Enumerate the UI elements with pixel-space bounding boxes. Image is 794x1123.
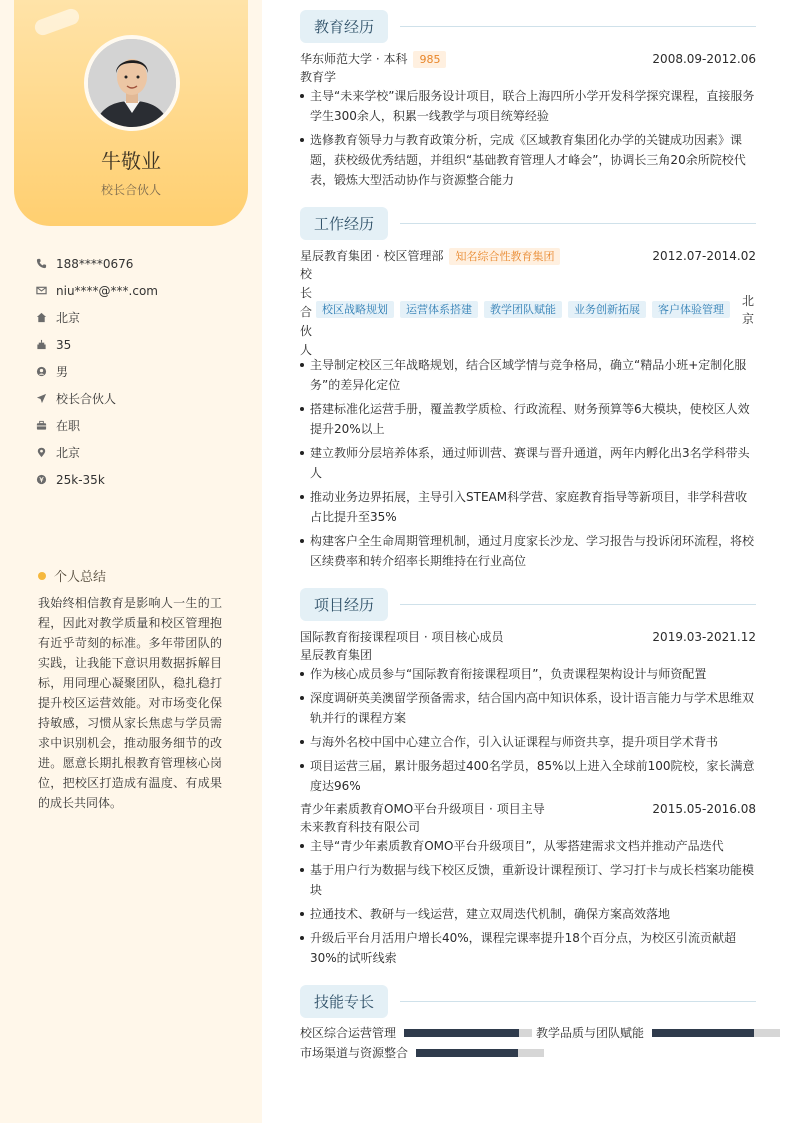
work-date: 2012.07-2014.02: [652, 249, 756, 263]
contact-value: 25k-35k: [56, 472, 105, 487]
skill-bar: [416, 1049, 544, 1057]
list-item: 推动业务边界拓展，主导引入STEAM科学营、家庭教育指导等新项目，非学科营收占比提升至35%: [300, 487, 756, 527]
list-item: 搭建标准化运营手册，覆盖教学质检、行政流程、财务预算等6大模块，使校区人效提升20%以上: [300, 399, 756, 439]
section-title: 技能专长: [300, 985, 388, 1018]
avatar-photo: [88, 39, 176, 127]
skill-name: 校区综合运营管理: [300, 1026, 397, 1040]
project-bullets: [300, 664, 756, 800]
contact-position: [34, 385, 158, 412]
skill-name: 市场渠道与资源整合: [300, 1046, 409, 1060]
project-row: [300, 627, 756, 647]
skill-tag: 客户体验管理: [652, 301, 730, 318]
list-item: 基于用户行为数据与线下校区反馈，重新设计课程预订、学习打卡与成长档案功能模块: [300, 860, 756, 900]
skill-tag: 业务创新拓展: [568, 301, 646, 318]
education-row: [300, 49, 756, 69]
work-city: [742, 292, 756, 328]
summary-heading-text: 个人总结: [54, 570, 107, 585]
section-title: 工作经历: [300, 207, 388, 240]
avatar: [84, 35, 180, 131]
list-item: 主导制定校区三年战略规划，结合区域学情与竞争格局，确立“精品小班+定制化服务”的差异化定位: [300, 355, 756, 395]
skill-tag: 教学团队赋能: [484, 301, 562, 318]
briefcase-icon: [34, 419, 48, 433]
section-education-header: [300, 11, 756, 41]
skill-item: [300, 1044, 544, 1061]
skill-item: [536, 1024, 780, 1041]
list-item: 主导“未来学校”课后服务设计项目，联合上海四所小学开发科学探究课程，直接服务学生300余人，积累一线教学与项目统筹经验: [300, 86, 756, 126]
project-row: [300, 799, 756, 819]
contact-gender: [34, 358, 158, 385]
list-item: 选修教育领导力与教育政策分析，完成《区域教育集团化办学的关键成功因素》课题，获校级优秀结题，并组织“基础教育管理人才峰会”，协调长三角20余所院校代表，锻炼大型活动协作与资源整合能力: [300, 130, 756, 190]
summary-heading: [38, 566, 106, 585]
project-org: 星辰教育集团: [300, 648, 373, 662]
education-bullets: [300, 86, 756, 194]
list-item: 深度调研英美澳留学预备需求，结合国内高中知识体系，设计语言能力与学术思维双轨并行的课程方案: [300, 688, 756, 728]
work-bullets: [300, 355, 756, 575]
contact-salary: [34, 466, 158, 493]
decorative-shape: [33, 7, 82, 38]
role-char: 长: [300, 286, 313, 300]
role-char: 校: [300, 267, 313, 281]
contact-city: [34, 439, 158, 466]
cake-icon: [34, 338, 48, 352]
contact-value: 校长合伙人: [56, 392, 117, 406]
divider: [400, 26, 756, 27]
role-char: 伙: [300, 324, 313, 338]
contact-value: 北京: [56, 311, 81, 325]
skill-bar-fill: [416, 1049, 518, 1057]
role-char: 合: [300, 305, 313, 319]
work-row: [300, 246, 756, 266]
project-title: 国际教育衔接课程项目 · 项目核心成员: [300, 630, 504, 644]
contact-value: 男: [56, 365, 69, 379]
profile-title: 校长合伙人: [100, 183, 161, 197]
contact-value: 188****0676: [56, 256, 134, 271]
list-item: 建立教师分层培养体系，通过师训营、赛课与晋升通道，两年内孵化出3名学科带头人: [300, 443, 756, 483]
education-date: 2008.09-2012.06: [652, 52, 756, 66]
section-skills-header: [300, 986, 756, 1016]
bullet-dot-icon: [38, 572, 46, 580]
contact-value: 在职: [56, 419, 81, 433]
skill-item: [300, 1024, 532, 1041]
skill-bar: [652, 1029, 780, 1037]
school-name: 华东师范大学 · 本科: [300, 52, 408, 66]
skill-name: 教学品质与团队赋能: [536, 1026, 645, 1040]
phone-icon: [34, 257, 48, 271]
divider: [400, 1001, 756, 1002]
work-role: [300, 265, 314, 360]
contact-list: [34, 250, 158, 493]
contact-email: [34, 277, 158, 304]
section-projects-header: [300, 589, 756, 619]
project-title: 青少年素质教育OMO平台升级项目 · 项目主导: [300, 802, 545, 816]
company-badge: 知名综合性教育集团: [449, 248, 560, 265]
list-item: 拉通技术、教研与一线运营，建立双周迭代机制，确保方案高效落地: [300, 904, 756, 924]
work-tags: [316, 301, 736, 318]
project-org: 未来教育科技有限公司: [300, 820, 421, 834]
list-item: 升级后平台月活用户增长40%，课程完课率提升18个百分点，为校区引流贡献超30%的试听线索: [300, 928, 756, 968]
list-item: 作为核心成员参与“国际教育衔接课程项目”，负责课程架构设计与师资配置: [300, 664, 756, 684]
contact-value: niu****@***.com: [56, 283, 158, 298]
divider: [400, 223, 756, 224]
education-major: 教育学: [300, 70, 337, 84]
list-item: 主导“青少年素质教育OMO平台升级项目”，从零搭建需求文档并推动产品迭代: [300, 836, 756, 856]
role-char: 人: [300, 343, 313, 357]
company-name: 星辰教育集团 · 校区管理部: [300, 249, 444, 263]
salary-icon: [34, 473, 48, 487]
list-item: 与海外名校中国中心建立合作，引入认证课程与师资共享，提升项目学术背书: [300, 732, 756, 752]
list-item: 项目运营三届，累计服务超过400名学员，85%以上进入全球前100院校，家长满意度达96%: [300, 756, 756, 796]
contact-home: [34, 304, 158, 331]
sidebar: [0, 0, 262, 1123]
contact-value: 北京: [56, 446, 81, 460]
skill-bar-fill: [404, 1029, 519, 1037]
contact-phone: [34, 250, 158, 277]
skill-tag: 校区战略规划: [316, 301, 394, 318]
city-char: 北: [742, 294, 755, 308]
profile-header: [14, 0, 248, 226]
skill-bar: [404, 1029, 532, 1037]
project-date: 2015.05-2016.08: [652, 802, 756, 816]
contact-value: 35: [56, 337, 72, 352]
city-char: 京: [742, 312, 755, 326]
project-bullets: [300, 836, 756, 972]
gender-icon: [34, 365, 48, 379]
project-date: 2019.03-2021.12: [652, 630, 756, 644]
section-work-header: [300, 208, 756, 238]
contact-status: [34, 412, 158, 439]
skill-tag: 运营体系搭建: [400, 301, 478, 318]
summary-text: 我始终相信教育是影响人一生的工程，因此对教学质量和校区管理抱有近乎苛刻的标准。多年带团队的实践，让我能下意识用数据拆解目标，用同理心凝聚团队，稳扎稳打提升校区运营效能。对市场变化保持敏感，习惯从家长焦虑与学员需求中识别机会，推动服务细节的改进。愿意长期扎根教育管理核心岗位，把校区打造成有温度、有成果的成长共同体。: [38, 596, 222, 810]
target-icon: [34, 392, 48, 406]
email-icon: [34, 284, 48, 298]
school-badge: 985: [413, 51, 446, 68]
profile-name: 牛敬业: [101, 149, 161, 173]
home-icon: [34, 311, 48, 325]
skill-bar-fill: [652, 1029, 754, 1037]
list-item: 构建客户全生命周期管理机制，通过月度家长沙龙、学习报告与投诉闭环流程，将校区续费率和转介绍率长期维持在行业高位: [300, 531, 756, 571]
section-title: 教育经历: [300, 10, 388, 43]
location-icon: [34, 446, 48, 460]
contact-age: [34, 331, 158, 358]
section-title: 项目经历: [300, 588, 388, 621]
divider: [400, 604, 756, 605]
